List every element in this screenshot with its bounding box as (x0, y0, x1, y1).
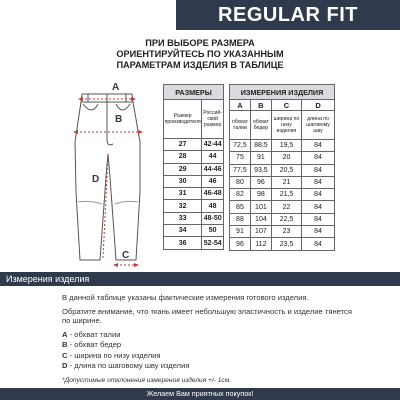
manufacturer-size-cell: 32 (164, 200, 202, 212)
label-a: A (112, 82, 120, 93)
inseam-cell: 84 (302, 189, 335, 201)
hips-cell: 91 (250, 152, 271, 164)
hem-width-cell: 20,5 (271, 164, 301, 176)
col-waist: обхват талии (230, 111, 251, 140)
size-row (164, 151, 224, 163)
col-hips: обхват бедер (250, 111, 271, 140)
inseam-cell: 84 (302, 201, 335, 213)
label-b: B (115, 114, 123, 125)
intro-line: ПРИ ВЫБОРЕ РАЗМЕРА (145, 38, 255, 48)
manufacturer-size-cell: 31 (164, 188, 202, 200)
intro-line: ПАРАМЕТРАМ ИЗДЕЛИЯ В ТАБЛИЦЕ (116, 60, 284, 70)
waist-cell: 72,5 (230, 140, 251, 152)
russian-size-cell: 50 (202, 225, 224, 237)
size-row (164, 212, 224, 224)
legend-item: A - обхват талии (62, 329, 121, 339)
hem-width-cell: 22 (271, 201, 301, 213)
manufacturer-size-cell: 30 (164, 175, 202, 187)
hem-width-cell: 21 (271, 176, 301, 188)
col-manufacturer-size: Размер производителя (164, 100, 202, 139)
col-russian-size: Россий-ский размер (202, 100, 224, 139)
hips-cell: 98 (250, 189, 271, 201)
sizes-table-title: РАЗМЕРЫ (164, 85, 224, 100)
russian-size-cell: 46-48 (202, 188, 224, 200)
size-row (164, 163, 224, 175)
size-row (164, 225, 224, 237)
measurement-row (230, 164, 335, 176)
label-d: D (92, 174, 100, 185)
inseam-cell: 84 (302, 176, 335, 188)
hips-cell: 112 (250, 238, 271, 250)
waist-cell: 91 (230, 226, 251, 238)
russian-size-cell: 44-46 (202, 163, 224, 175)
measurement-row (230, 226, 335, 238)
measurements-table (229, 84, 335, 251)
sizes-table (163, 84, 224, 250)
hem-width-cell: 23 (271, 226, 301, 238)
note-paragraph: В данной таблице указаны фактические измерения готового изделия. (62, 293, 309, 302)
hem-width-cell: 21,5 (271, 189, 301, 201)
hips-cell: 88,5 (250, 140, 271, 152)
waist-cell: 80 (230, 176, 251, 188)
col-letter-a: A (230, 100, 251, 111)
inseam-cell: 84 (302, 213, 335, 225)
measurements-table-title: ИЗМЕРЕНИЯ ИЗДЕЛИЯ (230, 85, 335, 100)
russian-size-cell: 48-50 (202, 212, 224, 224)
waist-cell: 85 (230, 201, 251, 213)
russian-size-cell: 48 (202, 200, 224, 212)
legend-item: C - ширина по низу изделия (62, 350, 161, 360)
manufacturer-size-cell: 34 (164, 225, 202, 237)
measurement-row (230, 140, 335, 152)
measurement-row (230, 152, 335, 164)
notes (62, 293, 362, 385)
col-letter-b: B (250, 100, 271, 111)
fit-badge: REGULAR FIT (176, 0, 400, 30)
hips-cell: 96 (250, 176, 271, 188)
jeans-diagram (60, 82, 170, 270)
russian-size-cell: 52-54 (202, 237, 224, 249)
measurement-row (230, 238, 335, 250)
intro-text (100, 38, 300, 71)
waist-cell: 88 (230, 213, 251, 225)
manufacturer-size-cell: 27 (164, 139, 202, 151)
size-row (164, 175, 224, 187)
waist-cell: 75 (230, 152, 251, 164)
note-paragraph: Обратите внимание, что ткань имеет небольшую эластичность и изделие тянется по ширине. (62, 306, 352, 326)
col-letter-d: D (302, 100, 335, 111)
hips-cell: 93,5 (250, 164, 271, 176)
waist-cell: 77,5 (230, 164, 251, 176)
hips-cell: 101 (250, 201, 271, 213)
col-hem-width: ширина по низу изделия (271, 111, 301, 140)
manufacturer-size-cell: 28 (164, 151, 202, 163)
measurement-row (230, 201, 335, 213)
intro-line: ОРИЕНТИРУЙТЕСЬ ПО УКАЗАННЫМ (116, 49, 284, 59)
footnote: *Допустимые отклонения измерения изделия +/- 1см. (62, 376, 232, 384)
russian-size-cell: 42-44 (202, 139, 224, 151)
waist-cell: 82 (230, 189, 251, 201)
footer-banner: Желаем Вам приятных покупок! (0, 388, 400, 400)
inseam-cell: 84 (302, 226, 335, 238)
hem-width-cell: 20 (271, 152, 301, 164)
russian-size-cell: 44 (202, 151, 224, 163)
size-row (164, 188, 224, 200)
section-title: Измерения изделия (0, 272, 400, 286)
inseam-cell: 84 (302, 140, 335, 152)
hem-width-cell: 19,5 (271, 140, 301, 152)
size-row (164, 139, 224, 151)
measurement-row (230, 176, 335, 188)
legend-item: B - обхват бедер (62, 340, 122, 350)
legend (62, 330, 362, 372)
measurement-row (230, 189, 335, 201)
russian-size-cell: 46 (202, 175, 224, 187)
hem-width-cell: 22,5 (271, 213, 301, 225)
legend-item: D - длина по шаговому шву изделия (62, 361, 190, 371)
manufacturer-size-cell: 36 (164, 237, 202, 249)
size-row (164, 200, 224, 212)
manufacturer-size-cell: 33 (164, 212, 202, 224)
inseam-cell: 84 (302, 238, 335, 250)
waist-cell: 96 (230, 238, 251, 250)
hips-cell: 104 (250, 213, 271, 225)
measurement-row (230, 213, 335, 225)
inseam-cell: 84 (302, 164, 335, 176)
label-c: C (122, 250, 130, 261)
hips-cell: 107 (250, 226, 271, 238)
col-letter-c: C (271, 100, 301, 111)
size-row (164, 237, 224, 249)
col-inseam: длина по шаговому шву (302, 111, 335, 140)
manufacturer-size-cell: 29 (164, 163, 202, 175)
hem-width-cell: 23,5 (271, 238, 301, 250)
inseam-cell: 84 (302, 152, 335, 164)
